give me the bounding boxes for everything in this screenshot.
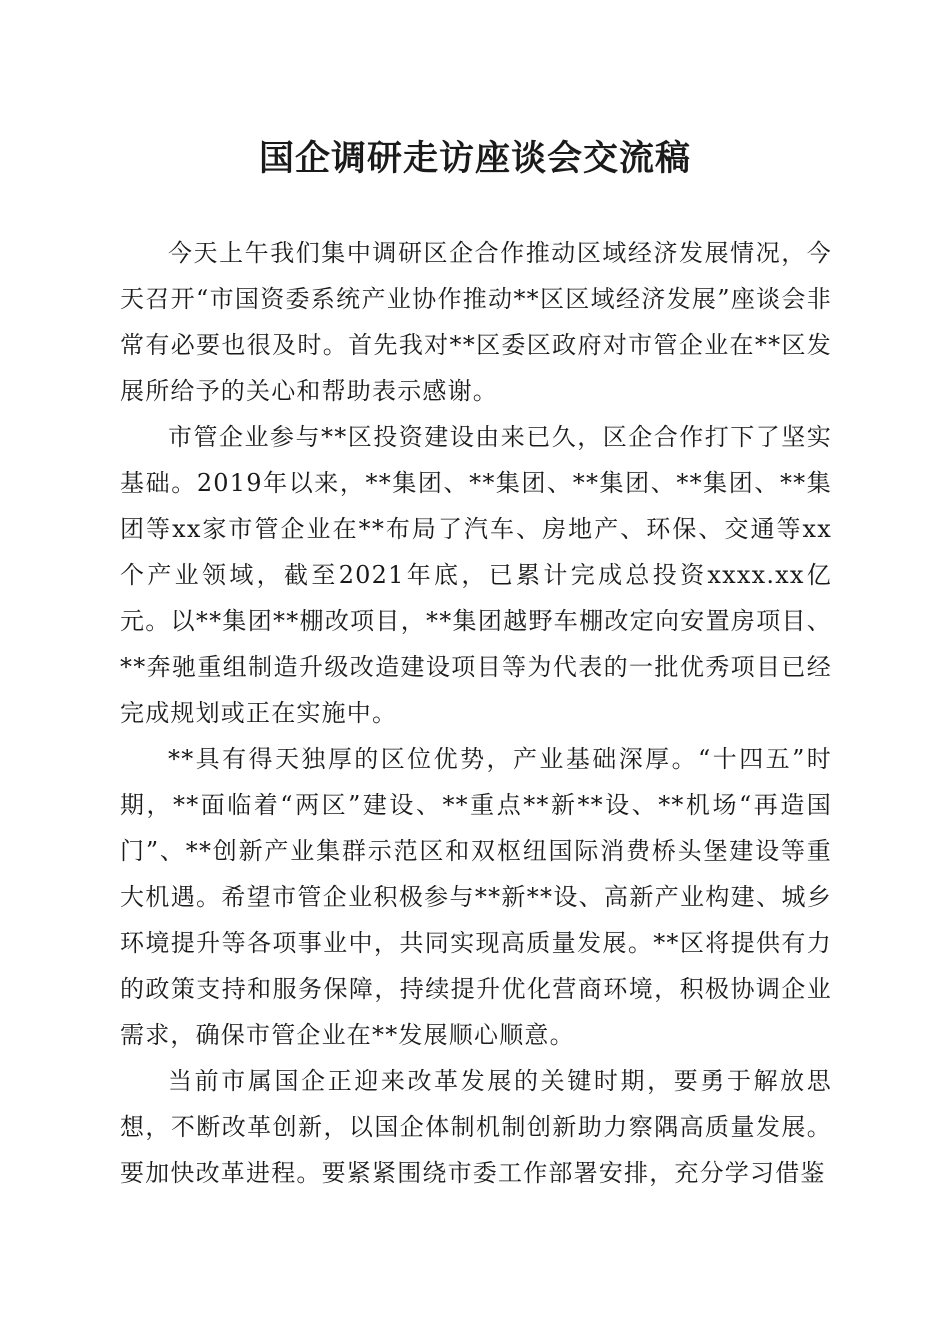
paragraph-1: 今天上午我们集中调研区企合作推动区域经济发展情况，今天召开“市国资委系统产业协作推动**区区域经济发展”座谈会非常有必要也很及时。首先我对**区委区政府对市管企业在**区发展所给予的关心和帮助表示感谢。	[120, 239, 832, 405]
document-body	[120, 230, 832, 1196]
paragraph-4: 当前市属国企正迎来改革发展的关键时期，要勇于解放思想，不断改革创新，以国企体制机制创新助力察隅高质量发展。要加快改革进程。要紧紧围绕市委工作部署安排，充分学习借鉴	[120, 1067, 832, 1187]
document-title: 国企调研走访座谈会交流稿	[258, 138, 691, 179]
paragraph-2: 市管企业参与**区投资建设由来已久，区企合作打下了坚实基础。2019年以来，**集团、**集团、**集团、**集团、**集团等xx家市管企业在**布局了汽车、房地产、环保、交通等xx个产业领域，截至2021年底，已累计完成总投资xxxx.xx亿元。以**集团**棚改项目，**集团越野车棚改定向安置房项目、**奔驰重组制造升级改造建设项目等为代表的一批优秀项目已经完成规划或正在实施中。	[120, 423, 832, 727]
paragraph-3: **具有得天独厚的区位优势，产业基础深厚。“十四五”时期，**面临着“两区”建设、**重点**新**设、**机场“再造国门”、**创新产业集群示范区和双枢纽国际消费桥头堡建设等重大机遇。希望市管企业积极参与**新**设、高新产业构建、城乡环境提升等各项事业中，共同实现高质量发展。**区将提供有力的政策支持和服务保障，持续提升优化营商环境，积极协调企业需求，确保市管企业在**发展顺心顺意。	[120, 745, 832, 1049]
